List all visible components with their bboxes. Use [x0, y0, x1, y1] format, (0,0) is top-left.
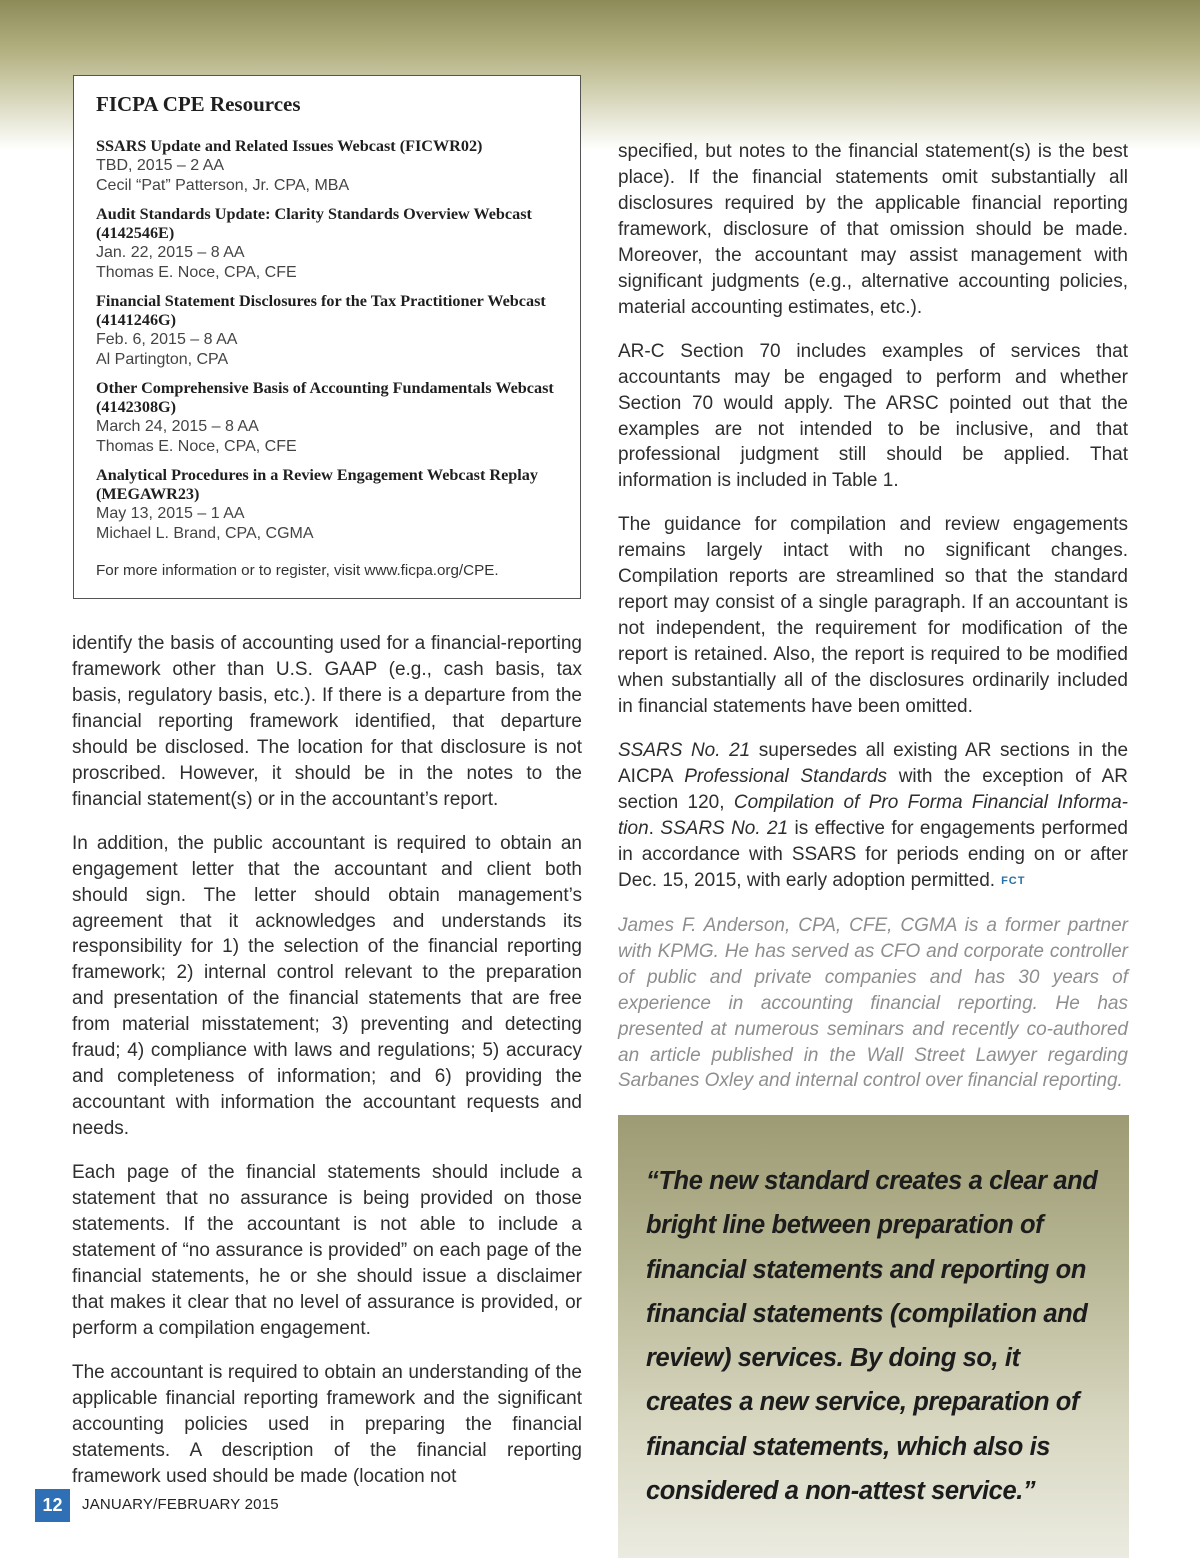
right-article-column: [618, 139, 1128, 1112]
resources-title: FICPA CPE Resources: [96, 92, 301, 116]
issue-date: JANUARY/FEBRUARY 2015: [82, 1496, 279, 1513]
article-paragraph: SSARS No. 21 supersedes all existing AR sections in the AICPA Professional Standards with the exception of AR section 120, Compilation of Pro Forma Financial Informa-tion. SSARS No. 21 is effective for engagements performed in accordance with SSARS for periods ending on or after Dec. 15, 2015, with early adoption permitted. FCT: [618, 740, 1129, 891]
resource-instructor: Cecil “Pat” Patterson, Jr. CPA, MBA: [96, 177, 350, 194]
resource-date: March 24, 2015 – 8 AA: [96, 418, 259, 435]
section-title: Compilation of Pro Forma Financial Informa-tion: [618, 791, 1128, 839]
article-paragraph: Each page of the financial statements should include a statement that no assurance is being provided on those statements. If the accountant is not able to include a statement of “no assurance is provided” on each page of the financial statements, he or she should issue a disclaimer that makes it clear that no level of assurance is provided, or perform a compilation engagement.: [72, 1162, 582, 1339]
resource-instructor: Thomas E. Noce, CPA, CFE: [96, 264, 297, 281]
page-number: 12: [35, 1489, 70, 1522]
ssars-title: SSARS No. 21: [660, 817, 789, 839]
resource-item: [96, 292, 558, 370]
resource-title: Audit Standards Update: Clarity Standards Overview Webcast (4142546E): [96, 205, 532, 242]
resource-date: Jan. 22, 2015 – 8 AA: [96, 244, 245, 261]
standards-title: Professional Standards: [684, 765, 888, 787]
resource-item: [96, 137, 558, 196]
author-bio: James F. Anderson, CPA, CFE, CGMA is a former partner with KPMG. He has served as CFO and corporate controller of public and private companies and has 30 years of experience in accounting financial reporting. He has presented at numerous seminars and recently co-authored an article published in the Wall Street Lawyer regarding Sarbanes Oxley and internal control over financial reporting.: [618, 914, 1128, 1092]
resource-title: Financial Statement Disclosures for the Tax Practitioner Webcast (4141246G): [96, 292, 546, 329]
article-paragraph: The guidance for compilation and review engagements remains largely intact with no significant changes. Compilation reports are streamlined so that the standard report may consist of a single paragraph. If an accountant is not independent, the requirement for modification of the report is retained. Also, the report is required to be modified when substantially all of the disclosures ordinarily included in financial statements have been omitted.: [618, 514, 1128, 718]
resource-instructor: Thomas E. Noce, CPA, CFE: [96, 438, 297, 455]
resource-item: [96, 466, 558, 544]
article-paragraph: specified, but notes to the financial statement(s) is the best place). If the financial statements omit substantially all disclosures required by the applicable financial reporting framework, disclosure of that omission should be made. Moreover, the accountant may assist management with significant judgments (e.g., alternative accounting policies, material accounting estimates, etc.).: [618, 141, 1128, 318]
pull-quote-box: [618, 1115, 1129, 1558]
resource-date: Feb. 6, 2015 – 8 AA: [96, 331, 238, 348]
ssars-title: SSARS No. 21: [618, 740, 751, 762]
resource-instructor: Al Partington, CPA: [96, 351, 229, 368]
article-paragraph: AR-C Section 70 includes examples of services that accountants may be engaged to perform and whether Section 70 would apply. The ARSC pointed out that the examples are not intended to be inclusive, and that professional judgment still should be applied. That information is included in Table 1.: [618, 340, 1128, 492]
resource-instructor: Michael L. Brand, CPA, CGMA: [96, 525, 314, 542]
fct-end-mark: FCT: [1001, 874, 1026, 887]
pull-quote: “The new standard creates a clear and bright line between preparation of financial statements and reporting on financial statements (compilation and review) services. By doing so, it creates a new service, preparation of financial statements, which also is considered a non-attest service.”: [646, 1167, 1098, 1506]
resource-date: May 13, 2015 – 1 AA: [96, 505, 245, 522]
article-paragraph: identify the basis of accounting used for a financial-reporting framework other than U.S. GAAP (e.g., cash basis, tax basis, regulatory basis, etc.). If there is a departure from the financial reporting framework identified, that departure should be disclosed. The location for that disclosure is not proscribed. However, it should be in the notes to the financial statement(s) or in the accountant’s report.: [72, 633, 582, 810]
resource-title: Other Comprehensive Basis of Accounting Fundamentals Webcast (4142308G): [96, 379, 554, 416]
resource-date: TBD, 2015 – 2 AA: [96, 157, 225, 174]
left-article-column: [72, 631, 582, 1508]
resources-footer: For more information or to register, visit www.ficpa.org/CPE.: [96, 562, 499, 579]
article-paragraph: In addition, the public accountant is required to obtain an engagement letter that the accountant and client both should sign. The letter should obtain management’s agreement that it acknowledges and understands its responsibility for 1) the selection of the financial reporting framework; 2) internal control relevant to the preparation and presentation of the financial statements that are free from material misstatement; 3) preventing and detecting fraud; 4) compliance with laws and regulations; 5) accuracy and completeness of information; and 6) providing the accountant with information the accountant requests and needs.: [72, 832, 582, 1140]
resource-item: [96, 205, 558, 283]
cpe-resources-box: [73, 75, 581, 599]
resource-title: SSARS Update and Related Issues Webcast (FICWR02): [96, 137, 483, 155]
article-paragraph: The accountant is required to obtain an understanding of the applicable financial reporting framework and the significant accounting policies used in preparing the financial statements. A description of the financial reporting framework used should be made (location not: [72, 1361, 582, 1487]
resource-title: Analytical Procedures in a Review Engagement Webcast Replay (MEGAWR23): [96, 466, 538, 503]
resource-item: [96, 379, 558, 457]
